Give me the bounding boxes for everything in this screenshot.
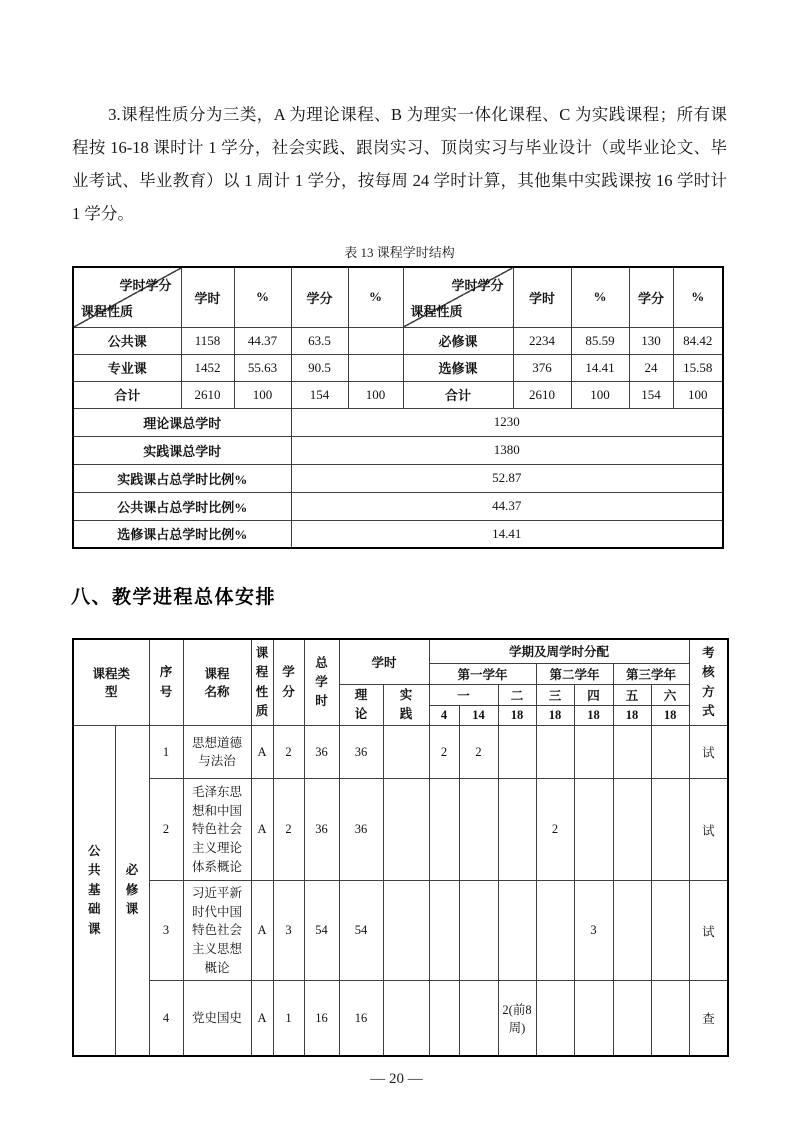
- row-label: 公共课: [73, 327, 181, 354]
- data-cell: 130: [629, 327, 673, 354]
- diagonal-label-top: 学时学分: [119, 278, 172, 293]
- cell-theory: 54: [339, 881, 383, 981]
- cell-practice: [383, 726, 429, 779]
- summary-label: 理论课总学时: [73, 408, 291, 436]
- diagonal-header-left: [73, 267, 181, 327]
- cell-week: [651, 779, 689, 881]
- table-row: [73, 381, 723, 408]
- diagonal-label-bottom: 课程性质: [81, 303, 134, 319]
- header-pct: %: [673, 267, 723, 327]
- header-assessment: 考核方式: [689, 639, 728, 726]
- summary-value: 14.41: [291, 520, 723, 548]
- table-row: [73, 354, 723, 381]
- header-total-hours: 总学时: [304, 639, 339, 726]
- header-weeks: 14: [459, 706, 498, 726]
- cell-total-hours: 36: [304, 779, 339, 881]
- data-cell: 15.58: [673, 354, 723, 381]
- cell-seq: 3: [149, 881, 183, 981]
- cell-week: [498, 779, 536, 881]
- cell-nature: A: [251, 981, 273, 1056]
- row-label: 合计: [403, 381, 513, 408]
- cell-week: 2(前8周): [498, 981, 536, 1056]
- cell-week: [459, 981, 498, 1056]
- data-cell: 2234: [513, 327, 571, 354]
- course-hours-structure-table: [72, 266, 724, 549]
- cell-total-hours: 36: [304, 726, 339, 779]
- header-weeks: 4: [429, 706, 459, 726]
- cell-credits: 3: [273, 881, 304, 981]
- cell-practice: [383, 881, 429, 981]
- cell-theory: 16: [339, 981, 383, 1056]
- cell-seq: 2: [149, 779, 183, 881]
- data-cell: 55.63: [234, 354, 291, 381]
- cell-week: [651, 981, 689, 1056]
- data-cell: 100: [673, 381, 723, 408]
- cell-week: [498, 881, 536, 981]
- table-row: [73, 327, 723, 354]
- cell-practice: [383, 779, 429, 881]
- header-theory: 理论: [339, 684, 383, 726]
- header-weeks: 18: [574, 706, 613, 726]
- header-hours: 学时: [181, 267, 234, 327]
- cell-total-hours: 16: [304, 981, 339, 1056]
- header-credits: 学分: [273, 639, 304, 726]
- cell-course-name: 习近平新时代中国特色社会主义思想概论: [183, 881, 251, 981]
- cell-week: [651, 726, 689, 779]
- course-row: [73, 726, 728, 779]
- data-cell: 24: [629, 354, 673, 381]
- header-hours: 学时: [339, 639, 429, 684]
- cell-week: 3: [574, 881, 613, 981]
- data-cell: 1158: [181, 327, 234, 354]
- header-year1: 第一学年: [429, 663, 536, 684]
- diagonal-label-bottom: 课程性质: [410, 303, 463, 319]
- cell-week: [536, 981, 574, 1056]
- header-semester-1: 一: [429, 684, 498, 706]
- header-course-nature: 课程性质: [251, 639, 273, 726]
- cell-week: [651, 881, 689, 981]
- summary-label: 实践课占总学时比例%: [73, 464, 291, 492]
- group-course-nature: 必修课: [115, 726, 149, 1056]
- header-weeks: 18: [651, 706, 689, 726]
- cell-assessment: 试: [689, 881, 728, 981]
- cell-week: [459, 881, 498, 981]
- cell-credits: 2: [273, 779, 304, 881]
- cell-week: [429, 779, 459, 881]
- header-pct: %: [571, 267, 629, 327]
- header-year3: 第三学年: [613, 663, 689, 684]
- header-year2: 第二学年: [536, 663, 613, 684]
- data-cell: 100: [234, 381, 291, 408]
- cell-week: [429, 981, 459, 1056]
- cell-course-name: 党史国史: [183, 981, 251, 1056]
- summary-row: [73, 408, 723, 436]
- header-course-name: 课程名称: [183, 639, 251, 726]
- cell-week: [498, 726, 536, 779]
- table-header-row: [73, 267, 723, 327]
- diagonal-label-top: 学时学分: [451, 278, 504, 293]
- cell-seq: 1: [149, 726, 183, 779]
- cell-nature: A: [251, 726, 273, 779]
- summary-value: 1380: [291, 436, 723, 464]
- header-credits: 学分: [291, 267, 348, 327]
- cell-assessment: 查: [689, 981, 728, 1056]
- summary-label: 选修课占总学时比例%: [73, 520, 291, 548]
- cell-seq: 4: [149, 981, 183, 1056]
- course-row: [73, 981, 728, 1056]
- diagonal-header-right: [403, 267, 513, 327]
- cell-week: [429, 881, 459, 981]
- course-row: [73, 881, 728, 981]
- cell-week: [536, 881, 574, 981]
- summary-label: 实践课总学时: [73, 436, 291, 464]
- cell-week: 2: [459, 726, 498, 779]
- table13-caption: 表 13 课程学时结构: [344, 245, 455, 260]
- data-cell: 1452: [181, 354, 234, 381]
- row-label: 必修课: [403, 327, 513, 354]
- cell-week: [574, 981, 613, 1056]
- cell-credits: 2: [273, 726, 304, 779]
- cell-practice: [383, 981, 429, 1056]
- page-number: — 20 —: [370, 1070, 423, 1087]
- schedule-header-row: [73, 639, 728, 663]
- cell-nature: A: [251, 779, 273, 881]
- header-hours: 学时: [513, 267, 571, 327]
- header-semester-distribution: 学期及周学时分配: [429, 639, 689, 663]
- cell-assessment: 试: [689, 726, 728, 779]
- header-seq: 序号: [149, 639, 183, 726]
- data-cell: 2610: [181, 381, 234, 408]
- cell-course-name: 思想道德与法治: [183, 726, 251, 779]
- cell-week: [613, 981, 651, 1056]
- data-cell: 154: [291, 381, 348, 408]
- header-semester-6: 六: [651, 684, 689, 706]
- summary-value: 44.37: [291, 492, 723, 520]
- data-cell: 376: [513, 354, 571, 381]
- cell-week: 2: [429, 726, 459, 779]
- intro-paragraph: 3.课程性质分为三类，A 为理论课程、B 为理实一体化课程、C 为实践课程；所有课程按 16-18 课时计 1 学分，社会实践、跟岗实习、顶岗实习与毕业设计（或毕业论文、毕业考试、毕业教育）以 1 周计 1 学分，按每周 24 学时计算，其他集中实践课按 16 学时计 1 学分。: [72, 105, 727, 223]
- cell-week: [574, 726, 613, 779]
- data-cell: 44.37: [234, 327, 291, 354]
- data-cell: 90.5: [291, 354, 348, 381]
- cell-week: [613, 881, 651, 981]
- summary-row: [73, 464, 723, 492]
- row-label: 合计: [73, 381, 181, 408]
- section-heading: 八、教学进程总体安排: [71, 587, 277, 608]
- cell-course-name: 毛泽东思想和中国特色社会主义理论体系概论: [183, 779, 251, 881]
- data-cell: [348, 354, 403, 381]
- data-cell: [348, 327, 403, 354]
- summary-label: 公共课占总学时比例%: [73, 492, 291, 520]
- data-cell: 84.42: [673, 327, 723, 354]
- cell-week: [613, 779, 651, 881]
- cell-credits: 1: [273, 981, 304, 1056]
- data-cell: 2610: [513, 381, 571, 408]
- row-label: 选修课: [403, 354, 513, 381]
- header-weeks: 18: [536, 706, 574, 726]
- group-course-type: 公共基础课: [73, 726, 115, 1056]
- data-cell: 14.41: [571, 354, 629, 381]
- data-cell: 85.59: [571, 327, 629, 354]
- summary-value: 52.87: [291, 464, 723, 492]
- cell-theory: 36: [339, 779, 383, 881]
- row-label: 专业课: [73, 354, 181, 381]
- data-cell: 154: [629, 381, 673, 408]
- cell-theory: 36: [339, 726, 383, 779]
- header-course-type: 课程类型: [73, 639, 149, 726]
- cell-week: 2: [536, 779, 574, 881]
- course-row: [73, 779, 728, 881]
- data-cell: 100: [571, 381, 629, 408]
- summary-row: [73, 520, 723, 548]
- cell-week: [459, 779, 498, 881]
- cell-week: [613, 726, 651, 779]
- cell-week: [536, 726, 574, 779]
- cell-total-hours: 54: [304, 881, 339, 981]
- data-cell: 100: [348, 381, 403, 408]
- header-weeks: 18: [613, 706, 651, 726]
- teaching-schedule-table: [72, 638, 729, 1057]
- summary-row: [73, 492, 723, 520]
- header-pct: %: [234, 267, 291, 327]
- header-practice: 实践: [383, 684, 429, 726]
- header-semester-5: 五: [613, 684, 651, 706]
- summary-row: [73, 436, 723, 464]
- header-weeks: 18: [498, 706, 536, 726]
- cell-week: [574, 779, 613, 881]
- cell-nature: A: [251, 881, 273, 981]
- header-credits: 学分: [629, 267, 673, 327]
- header-semester-4: 四: [574, 684, 613, 706]
- data-cell: 63.5: [291, 327, 348, 354]
- header-semester-3: 三: [536, 684, 574, 706]
- header-semester-2: 二: [498, 684, 536, 706]
- header-pct: %: [348, 267, 403, 327]
- summary-value: 1230: [291, 408, 723, 436]
- cell-assessment: 试: [689, 779, 728, 881]
